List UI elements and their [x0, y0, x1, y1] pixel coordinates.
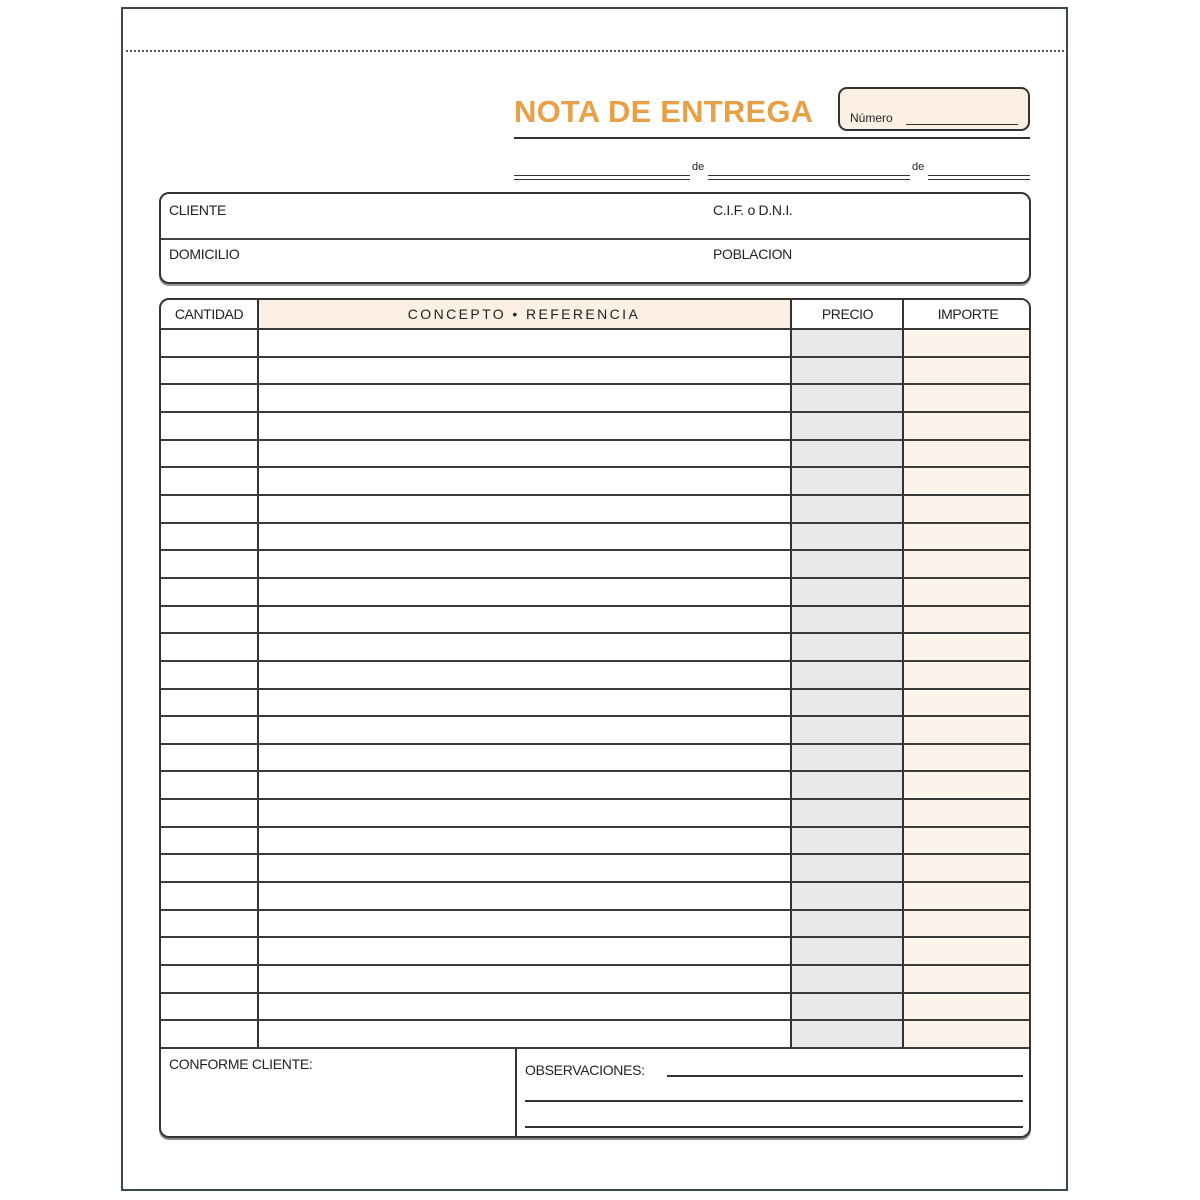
table-row: [161, 607, 1029, 633]
date-day-line[interactable]: [514, 175, 690, 180]
table-cell-concepto[interactable]: [259, 413, 790, 439]
table-cell-concepto[interactable]: [259, 772, 790, 798]
table-cell-precio[interactable]: [792, 800, 902, 826]
table-row: [161, 385, 1029, 411]
table-cell-importe[interactable]: [904, 994, 1031, 1020]
table-cell-cantidad[interactable]: [161, 911, 257, 937]
table-row: [161, 911, 1029, 937]
table-cell-precio[interactable]: [792, 717, 902, 743]
table-cell-precio[interactable]: [792, 745, 902, 771]
footer-divider: [515, 1048, 517, 1138]
table-row: [161, 441, 1029, 467]
table-cell-precio[interactable]: [792, 772, 902, 798]
cliente-label: CLIENTE: [169, 202, 227, 218]
table-cell-cantidad[interactable]: [161, 441, 257, 467]
table-cell-precio[interactable]: [792, 468, 902, 494]
table-cell-precio[interactable]: [792, 634, 902, 660]
table-cell-concepto[interactable]: [259, 690, 790, 716]
table-cell-concepto[interactable]: [259, 579, 790, 605]
table-row: [161, 883, 1029, 909]
table-cell-importe[interactable]: [904, 524, 1031, 550]
table-cell-cantidad[interactable]: [161, 330, 257, 356]
table-row: [161, 690, 1029, 716]
table-row: [161, 772, 1029, 798]
table-cell-cantidad[interactable]: [161, 634, 257, 660]
table-cell-cantidad[interactable]: [161, 385, 257, 411]
table-cell-precio[interactable]: [792, 358, 902, 384]
table-cell-importe[interactable]: [904, 690, 1031, 716]
table-cell-cantidad[interactable]: [161, 413, 257, 439]
table-cell-cantidad[interactable]: [161, 468, 257, 494]
table-cell-precio[interactable]: [792, 1021, 902, 1047]
table-cell-precio[interactable]: [792, 496, 902, 522]
header-precio: PRECIO: [821, 306, 874, 322]
header-importe: IMPORTE: [937, 306, 999, 322]
table-cell-concepto[interactable]: [259, 524, 790, 550]
table-cell-precio[interactable]: [792, 524, 902, 550]
table-cell-cantidad[interactable]: [161, 828, 257, 854]
table-cell-cantidad[interactable]: [161, 358, 257, 384]
client-info-box: [159, 192, 1031, 284]
observaciones-line-3[interactable]: [525, 1126, 1023, 1128]
table-row: [161, 496, 1029, 522]
table-cell-precio[interactable]: [792, 662, 902, 688]
table-cell-importe[interactable]: [904, 579, 1031, 605]
table-row: [161, 524, 1029, 550]
table-cell-importe[interactable]: [904, 772, 1031, 798]
table-cell-concepto[interactable]: [259, 938, 790, 964]
table-cell-precio[interactable]: [792, 385, 902, 411]
table-cell-precio[interactable]: [792, 966, 902, 992]
document-title: NOTA DE ENTREGA: [514, 94, 814, 129]
table-cell-precio[interactable]: [792, 607, 902, 633]
perforation-line: [121, 50, 1068, 52]
table-cell-concepto[interactable]: [259, 496, 790, 522]
table-cell-importe[interactable]: [904, 607, 1031, 633]
table-row: [161, 413, 1029, 439]
conforme-cliente-signature-area[interactable]: [161, 1048, 515, 1138]
table-row: [161, 468, 1029, 494]
table-cell-concepto[interactable]: [259, 330, 790, 356]
table-cell-concepto[interactable]: [259, 911, 790, 937]
table-cell-cantidad[interactable]: [161, 994, 257, 1020]
poblacion-label: POBLACION: [713, 246, 792, 262]
observaciones-line-1[interactable]: [667, 1075, 1023, 1077]
table-cell-concepto[interactable]: [259, 855, 790, 881]
table-cell-concepto[interactable]: [259, 745, 790, 771]
table-cell-importe[interactable]: [904, 441, 1031, 467]
table-row: [161, 745, 1029, 771]
table-cell-concepto[interactable]: [259, 441, 790, 467]
table-cell-importe[interactable]: [904, 468, 1031, 494]
table-cell-importe[interactable]: [904, 496, 1031, 522]
table-cell-precio[interactable]: [792, 911, 902, 937]
table-cell-concepto[interactable]: [259, 662, 790, 688]
table-row: [161, 966, 1029, 992]
table-cell-importe[interactable]: [904, 662, 1031, 688]
table-cell-importe[interactable]: [904, 358, 1031, 384]
table-cell-importe[interactable]: [904, 330, 1031, 356]
table-cell-concepto[interactable]: [259, 634, 790, 660]
table-row: [161, 938, 1029, 964]
table-cell-precio[interactable]: [792, 883, 902, 909]
table-cell-concepto[interactable]: [259, 385, 790, 411]
date-year-line[interactable]: [928, 175, 1030, 180]
title-underline: [514, 137, 1030, 139]
table-cell-precio[interactable]: [792, 551, 902, 577]
table-cell-cantidad[interactable]: [161, 524, 257, 550]
table-cell-importe[interactable]: [904, 413, 1031, 439]
table-cell-importe[interactable]: [904, 966, 1031, 992]
table-cell-cantidad[interactable]: [161, 938, 257, 964]
table-cell-concepto[interactable]: [259, 551, 790, 577]
table-row: [161, 551, 1029, 577]
table-cell-importe[interactable]: [904, 385, 1031, 411]
table-cell-importe[interactable]: [904, 883, 1031, 909]
table-cell-cantidad[interactable]: [161, 496, 257, 522]
table-cell-importe[interactable]: [904, 634, 1031, 660]
table-row: [161, 1021, 1029, 1047]
table-row: [161, 634, 1029, 660]
table-cell-concepto[interactable]: [259, 717, 790, 743]
table-cell-precio[interactable]: [792, 690, 902, 716]
table-cell-cantidad[interactable]: [161, 883, 257, 909]
table-cell-importe[interactable]: [904, 745, 1031, 771]
observaciones-line-2[interactable]: [525, 1100, 1023, 1102]
table-cell-concepto[interactable]: [259, 358, 790, 384]
table-cell-cantidad[interactable]: [161, 662, 257, 688]
table-cell-concepto[interactable]: [259, 994, 790, 1020]
table-row: [161, 717, 1029, 743]
date-separator-2: de: [912, 161, 925, 173]
table-cell-importe[interactable]: [904, 855, 1031, 881]
table-cell-concepto[interactable]: [259, 468, 790, 494]
conforme-cliente-label: CONFORME CLIENTE:: [169, 1056, 313, 1072]
table-row: [161, 358, 1029, 384]
table-row: [161, 330, 1029, 356]
table-cell-precio[interactable]: [792, 579, 902, 605]
table-cell-concepto[interactable]: [259, 800, 790, 826]
table-cell-cantidad[interactable]: [161, 717, 257, 743]
table-row: [161, 994, 1029, 1020]
table-cell-cantidad[interactable]: [161, 745, 257, 771]
table-cell-importe[interactable]: [904, 828, 1031, 854]
table-cell-cantidad[interactable]: [161, 690, 257, 716]
table-cell-concepto[interactable]: [259, 1021, 790, 1047]
items-table: [159, 298, 1031, 1138]
table-row: [161, 855, 1029, 881]
date-separator-1: de: [692, 161, 705, 173]
observaciones-label: OBSERVACIONES:: [525, 1062, 645, 1078]
table-cell-precio[interactable]: [792, 828, 902, 854]
table-cell-cantidad[interactable]: [161, 966, 257, 992]
table-cell-concepto[interactable]: [259, 828, 790, 854]
table-cell-importe[interactable]: [904, 800, 1031, 826]
table-cell-precio[interactable]: [792, 330, 902, 356]
table-cell-precio[interactable]: [792, 441, 902, 467]
table-row: [161, 579, 1029, 605]
table-cell-cantidad[interactable]: [161, 551, 257, 577]
table-cell-importe[interactable]: [904, 1021, 1031, 1047]
table-cell-cantidad[interactable]: [161, 1021, 257, 1047]
numero-label: Número: [850, 111, 893, 125]
table-row: [161, 828, 1029, 854]
table-cell-importe[interactable]: [904, 551, 1031, 577]
table-cell-concepto[interactable]: [259, 966, 790, 992]
table-cell-precio[interactable]: [792, 413, 902, 439]
date-month-line[interactable]: [708, 175, 910, 180]
table-cell-concepto[interactable]: [259, 883, 790, 909]
domicilio-label: DOMICILIO: [169, 246, 240, 262]
table-cell-precio[interactable]: [792, 938, 902, 964]
table-cell-cantidad[interactable]: [161, 579, 257, 605]
client-divider: [161, 238, 1029, 240]
table-cell-cantidad[interactable]: [161, 772, 257, 798]
table-cell-precio[interactable]: [792, 994, 902, 1020]
numero-input-line[interactable]: [906, 124, 1018, 125]
table-cell-importe[interactable]: [904, 938, 1031, 964]
table-cell-importe[interactable]: [904, 717, 1031, 743]
table-cell-precio[interactable]: [792, 855, 902, 881]
table-row: [161, 800, 1029, 826]
table-cell-cantidad[interactable]: [161, 855, 257, 881]
header-concepto: CONCEPTO • REFERENCIA: [407, 306, 641, 322]
table-cell-concepto[interactable]: [259, 607, 790, 633]
table-cell-cantidad[interactable]: [161, 800, 257, 826]
numero-field[interactable]: [838, 87, 1030, 131]
table-cell-cantidad[interactable]: [161, 607, 257, 633]
table-row: [161, 662, 1029, 688]
header-cantidad: CANTIDAD: [174, 306, 244, 322]
table-cell-importe[interactable]: [904, 911, 1031, 937]
cif-label: C.I.F. o D.N.I.: [713, 202, 793, 218]
